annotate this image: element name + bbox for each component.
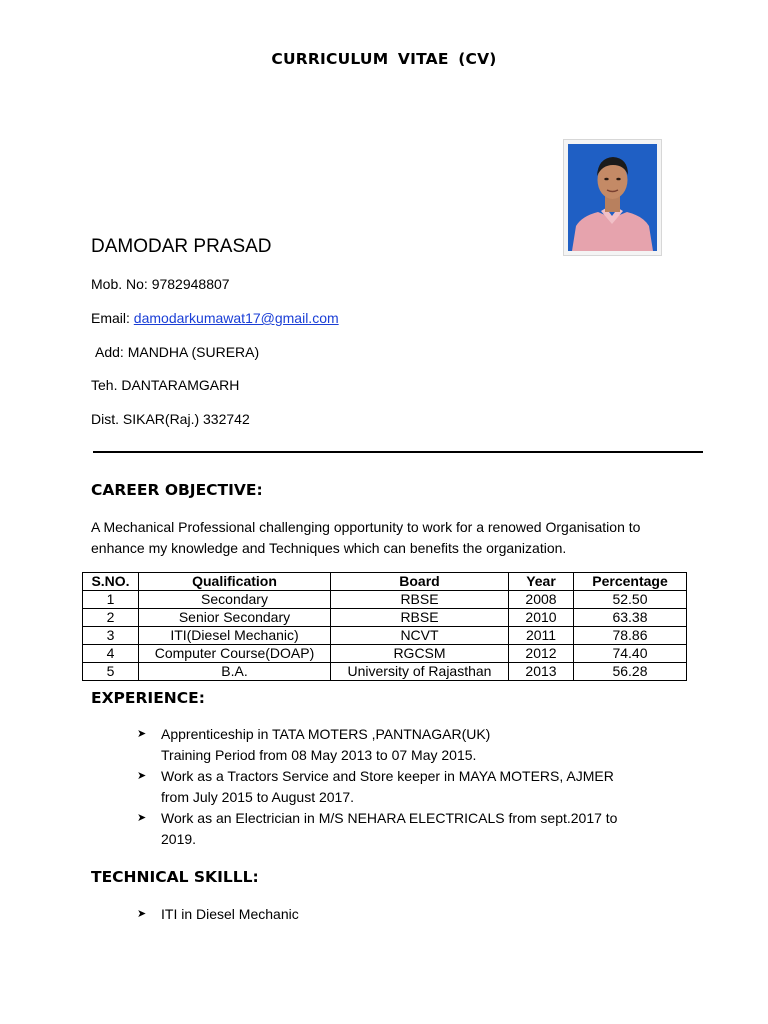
cell-qualification: Secondary	[139, 591, 331, 609]
list-item	[137, 766, 677, 808]
career-objective-text: A Mechanical Professional challenging opportunity to work for a renowed Organisation to enhance my knowledge and Techniques which can benefits the organization.	[91, 519, 641, 556]
cell-sno: 4	[83, 645, 139, 663]
mobile-number: Mob. No: 9782948807	[91, 276, 230, 292]
experience-line: 2019.	[161, 831, 197, 847]
experience-line: Training Period from 08 May 2013 to 07 May 2015.	[161, 747, 477, 763]
technical-skills-list	[137, 904, 677, 925]
cell-qualification: B.A.	[139, 663, 331, 681]
cell-year: 2012	[509, 645, 574, 663]
email-link[interactable]: damodarkumawat17@gmail.com	[133, 310, 339, 326]
skill-line: ITI in Diesel Mechanic	[161, 906, 299, 922]
cell-sno: 5	[83, 663, 139, 681]
cell-percentage: 63.38	[574, 609, 687, 627]
cell-sno: 3	[83, 627, 139, 645]
cell-percentage: 56.28	[574, 663, 687, 681]
person-icon	[568, 144, 657, 251]
experience-line: Apprenticeship in TATA MOTERS ,PANTNAGAR(UK)	[161, 726, 491, 742]
table-row	[83, 591, 687, 609]
experience-list	[137, 724, 677, 850]
table-row	[83, 645, 687, 663]
cell-board: RGCSM	[331, 645, 509, 663]
table-header-row	[83, 573, 687, 591]
cell-qualification: Senior Secondary	[139, 609, 331, 627]
cell-board: NCVT	[331, 627, 509, 645]
header-year: Year	[509, 573, 574, 591]
cv-title: CURRICULUM VITAE (CV)	[271, 50, 497, 68]
technical-skills-heading: TECHNICAL SKILLL:	[91, 868, 259, 886]
cell-board: RBSE	[331, 591, 509, 609]
table-row	[83, 663, 687, 681]
experience-heading: EXPERIENCE:	[91, 689, 205, 707]
cell-percentage: 74.40	[574, 645, 687, 663]
address-line-3: Dist. SIKAR(Raj.) 332742	[91, 411, 250, 427]
cell-year: 2013	[509, 663, 574, 681]
email-line	[91, 310, 339, 326]
list-item	[137, 808, 677, 850]
email-label: Email:	[91, 310, 134, 326]
cell-percentage: 52.50	[574, 591, 687, 609]
arrow-bullet-icon: ➤	[137, 908, 147, 920]
list-item	[137, 724, 677, 766]
header-qualification: Qualification	[139, 573, 331, 591]
cell-sno: 1	[83, 591, 139, 609]
cell-year: 2010	[509, 609, 574, 627]
qualification-table	[82, 572, 687, 681]
cell-sno: 2	[83, 609, 139, 627]
table-row	[83, 609, 687, 627]
candidate-name: DAMODAR PRASAD	[91, 236, 272, 257]
address-line-2: Teh. DANTARAMGARH	[91, 377, 240, 393]
arrow-bullet-icon: ➤	[137, 812, 147, 824]
profile-photo	[563, 139, 662, 256]
cell-percentage: 78.86	[574, 627, 687, 645]
table-row	[83, 627, 687, 645]
cell-year: 2011	[509, 627, 574, 645]
header-sno: S.NO.	[83, 573, 139, 591]
cell-year: 2008	[509, 591, 574, 609]
cell-board: University of Rajasthan	[331, 663, 509, 681]
header-percentage: Percentage	[574, 573, 687, 591]
cell-qualification: Computer Course(DOAP)	[139, 645, 331, 663]
career-objective-heading: CAREER OBJECTIVE:	[91, 481, 263, 499]
section-divider	[93, 451, 703, 453]
cell-qualification: ITI(Diesel Mechanic)	[139, 627, 331, 645]
cell-board: RBSE	[331, 609, 509, 627]
address-line-1: Add: MANDHA (SURERA)	[95, 344, 260, 360]
experience-line: Work as a Tractors Service and Store keeper in MAYA MOTERS, AJMER	[161, 768, 614, 784]
arrow-bullet-icon: ➤	[137, 770, 147, 782]
list-item	[137, 904, 677, 925]
experience-line: Work as an Electrician in M/S NEHARA ELECTRICALS from sept.2017 to	[161, 810, 618, 826]
arrow-bullet-icon: ➤	[137, 728, 147, 740]
experience-line: from July 2015 to August 2017.	[161, 789, 355, 805]
header-board: Board	[331, 573, 509, 591]
photo-portrait	[568, 144, 657, 251]
